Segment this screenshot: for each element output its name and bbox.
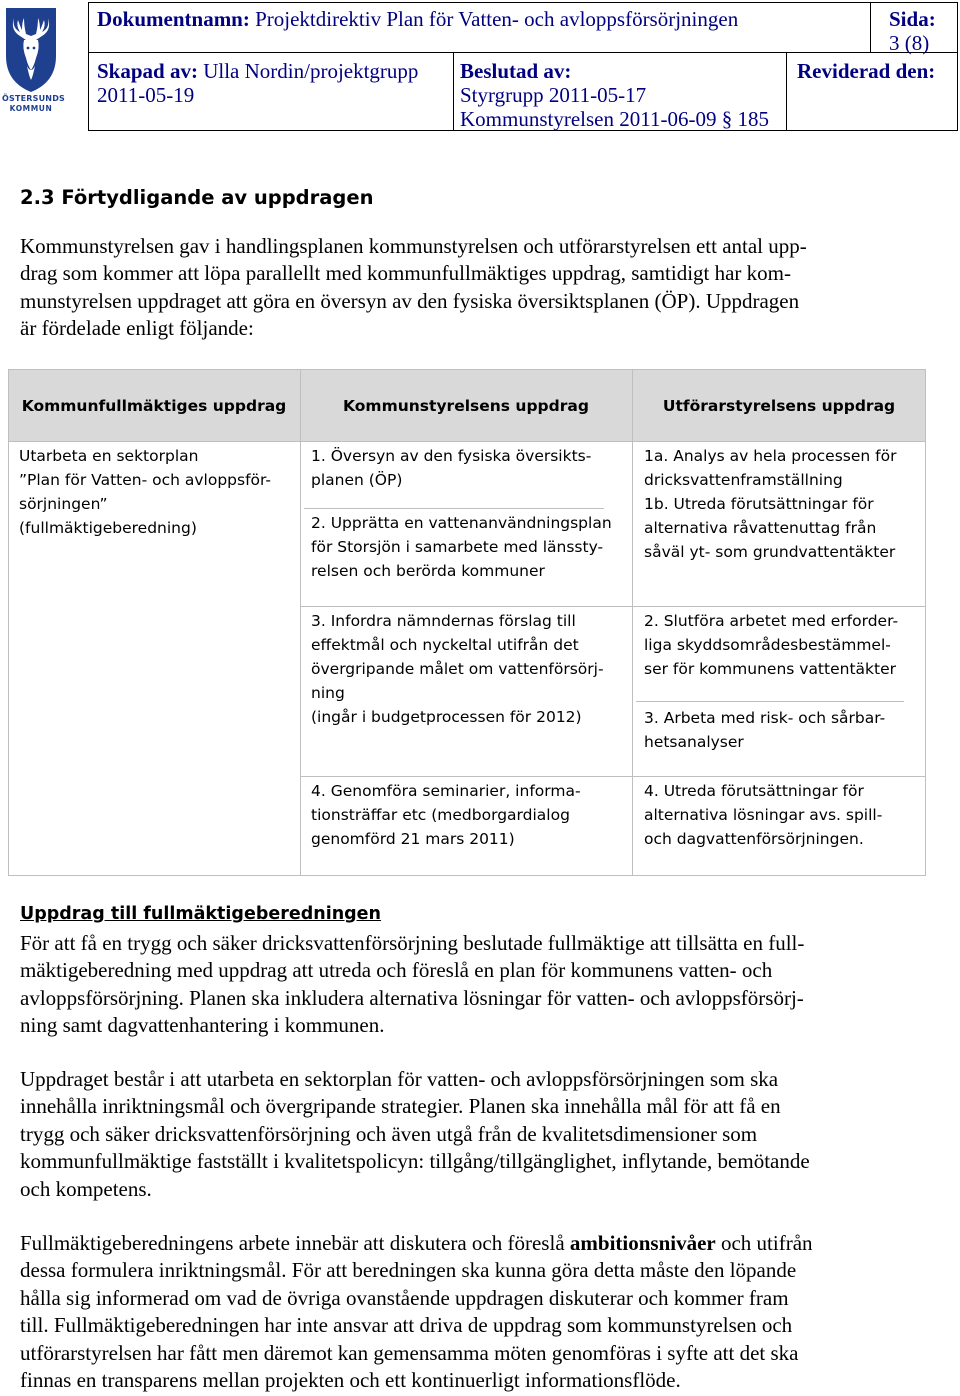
- intro-paragraph: [20, 233, 920, 343]
- cell-line: 1a. Analys av hela processen för: [644, 447, 897, 465]
- cell-line: effektmål och nyckeltal utifrån det: [311, 636, 579, 654]
- logo-name-line1: ÖSTERSUNDS: [2, 94, 65, 103]
- cell-line: sörjningen”: [19, 495, 108, 513]
- cell-line: för Storsjön i samarbete med länssty-: [311, 538, 604, 556]
- decided-line-1: Styrgrupp 2011-05-17: [460, 83, 647, 107]
- cell-line: hetsanalyser: [644, 733, 744, 751]
- emphasis-ambition-levels: ambitionsnivåer: [569, 1231, 716, 1255]
- table-cell-executive-4: [311, 779, 581, 851]
- cell-line: relsen och berörda kommuner: [311, 562, 545, 580]
- cell-line: ning: [311, 684, 345, 702]
- header-divider: [870, 3, 871, 53]
- assignment-paragraph-2: [20, 1066, 920, 1203]
- cell-line: genomförd 21 mars 2011): [311, 830, 515, 848]
- table-border: [925, 369, 926, 876]
- intro-line: är fördelade enligt följande:: [20, 316, 254, 341]
- paragraph-line: ning samt dagvattenhantering i kommunen.: [20, 1013, 385, 1038]
- intro-line: munstyrelsen uppdraget att göra en översyn av den fysiska översiktsplanen (ÖP). Uppdragen: [20, 288, 800, 313]
- paragraph-text: och utifrån: [715, 1231, 813, 1255]
- paragraph-line: hålla sig informerad om vad de övriga ovanstående uppdragen diskuterar och kommer fram: [20, 1285, 789, 1310]
- page-value: 3 (8): [889, 31, 930, 55]
- table-border: [8, 369, 9, 876]
- document-name-label: Dokumentnamn:: [97, 7, 250, 31]
- revised-label: Reviderad den:: [797, 59, 936, 83]
- paragraph-line: till. Fullmäktigeberedningen har inte ansvar att driva de uppdrag som kommunstyrelsen och: [20, 1313, 793, 1338]
- document-header: [88, 2, 958, 131]
- table-header-executive: Kommunstyrelsens uppdrag: [343, 396, 589, 415]
- paragraph-line: finnas en transparens mellan projekten och ett kontinuerligt informationsflöde.: [20, 1368, 681, 1393]
- paragraph-text: Fullmäktigeberedningens arbete innebär att diskutera och föreslå: [20, 1231, 570, 1255]
- cell-line: 2. Upprätta en vattenanvändningsplan: [311, 514, 612, 532]
- table-cell-executive-3: [311, 609, 604, 729]
- cell-line: alternativa råvattenuttag från: [644, 519, 877, 537]
- table-cell-council: [19, 444, 271, 540]
- cell-line: 3. Infordra nämndernas förslag till: [311, 612, 576, 630]
- cell-line: planen (ÖP): [311, 471, 403, 489]
- cell-line: tionsträffar etc (medborgardialog: [311, 806, 570, 824]
- cell-line: alternativa lösningar avs. spill-: [644, 806, 883, 824]
- table-column-divider: [300, 369, 301, 876]
- table-cell-divider: [632, 606, 925, 607]
- cell-line: 1b. Utreda förutsättningar för: [644, 495, 874, 513]
- header-divider: [786, 53, 787, 130]
- cell-line: ”Plan för Vatten- och avloppsför-: [19, 471, 271, 489]
- created-by: Ulla Nordin/projektgrupp: [203, 59, 419, 83]
- paragraph-line: För att få en trygg och säker dricksvattenförsörjning beslutade fullmäktige att tillsätta en full-: [20, 931, 805, 955]
- table-cell-divider: [300, 776, 632, 777]
- document-name-value: Projektdirektiv Plan för Vatten- och avloppsförsörjningen: [255, 7, 739, 31]
- decided-line-2: Kommunstyrelsen 2011-06-09 § 185: [460, 107, 769, 131]
- page-field: [889, 7, 955, 55]
- municipality-logo: [2, 4, 65, 113]
- table-header-operations: Utförarstyrelsens uppdrag: [662, 396, 896, 415]
- cell-line: liga skyddsområdesbestämmel-: [644, 636, 891, 654]
- paragraph-line: kommunfullmäktige fastställt i kvalitetspolicyn: tillgång/tillgänglighet, inflytande, bemötande: [20, 1149, 810, 1174]
- assignment-heading: Uppdrag till fullmäktigeberedningen: [20, 904, 382, 924]
- table-cell-divider: [300, 606, 632, 607]
- created-date: 2011-05-19: [97, 83, 195, 107]
- table-header-council: Kommunfullmäktiges uppdrag: [21, 396, 287, 415]
- cell-line: 3. Arbeta med risk- och sårbar-: [644, 709, 886, 727]
- table-border: [8, 875, 926, 876]
- table-column-divider: [632, 369, 633, 876]
- paragraph-line: innehålla inriktningsmål och övergripande strategier. Planen ska innehålla mål för att få en: [20, 1094, 781, 1119]
- intro-line: drag som kommer att löpa parallellt med kommunfullmäktiges uppdrag, samtidigt har kom-: [20, 261, 792, 286]
- created-label: Skapad av:: [97, 59, 198, 83]
- cell-line: (fullmäktigeberedning): [19, 519, 197, 537]
- section-heading: 2.3 Förtydligande av uppdragen: [20, 186, 374, 209]
- cell-line: 2. Slutföra arbetet med erforder-: [644, 612, 899, 630]
- header-divider: [453, 53, 454, 130]
- table-cell-divider: [304, 508, 604, 509]
- table-cell-operations-2: [644, 609, 898, 681]
- paragraph-line: [20, 1230, 920, 1257]
- cell-line: övergripande målet om vattenförsörj-: [311, 660, 604, 678]
- logo-name-line2: KOMMUN: [9, 104, 53, 113]
- decided-label: Beslutad av:: [460, 59, 572, 83]
- paragraph-line: utförarstyrelsen har fått men däremot kan gemensamma möten genomföras i syfte att det ska: [20, 1340, 799, 1365]
- moose-shield-icon: [2, 4, 60, 94]
- table-cell-operations-1: [644, 444, 896, 564]
- cell-line: 4. Utreda förutsättningar för: [644, 782, 864, 800]
- assignment-paragraph-3: [20, 1230, 920, 1394]
- table-cell-executive-1: [311, 444, 591, 492]
- assignment-paragraph-1: [20, 930, 920, 1040]
- cell-line: (ingår i budgetprocessen för 2012): [311, 708, 582, 726]
- paragraph-line: och kompetens.: [20, 1176, 152, 1201]
- paragraph-line: trygg och säker dricksvattenförsörjning och även utgå från de kvalitetsdimensioner som: [20, 1121, 758, 1146]
- created-field: [97, 59, 418, 107]
- cell-line: såväl yt- som grundvattentäkter: [644, 543, 896, 561]
- cell-line: Utarbeta en sektorplan: [19, 447, 199, 465]
- cell-line: dricksvattenframställning: [644, 471, 843, 489]
- paragraph-line: Uppdraget består i att utarbeta en sektorplan för vatten- och avloppsförsörjningen som ska: [20, 1067, 779, 1091]
- cell-line: och dagvattenförsörjningen.: [644, 830, 864, 848]
- table-cell-operations-3: [644, 706, 885, 754]
- paragraph-line: dessa formulera inriktningsmål. För att beredningen ska kunna göra detta måste den löpande: [20, 1258, 797, 1283]
- cell-line: 4. Genomföra seminarier, informa-: [311, 782, 581, 800]
- decided-field: [460, 59, 769, 131]
- paragraph-line: mäktigeberedning med uppdrag att utreda och föreslå en plan för kommunens vatten- och: [20, 958, 773, 983]
- table-cell-executive-2: [311, 511, 612, 583]
- document-name-field: [97, 7, 738, 31]
- assignments-table: [8, 369, 926, 876]
- table-cell-divider: [632, 776, 925, 777]
- page-label: Sida:: [889, 7, 936, 31]
- cell-line: 1. Översyn av den fysiska översikts-: [311, 447, 592, 465]
- intro-line: Kommunstyrelsen gav i handlingsplanen kommunstyrelsen och utförarstyrelsen ett antal upp-: [20, 234, 807, 258]
- table-cell-divider: [636, 701, 904, 702]
- paragraph-line: avloppsförsörjning. Planen ska inkludera alternativa lösningar för vatten- och avloppsförsörj-: [20, 985, 804, 1010]
- table-cell-operations-4: [644, 779, 882, 851]
- cell-line: ser för kommunens vattentäkter: [644, 660, 896, 678]
